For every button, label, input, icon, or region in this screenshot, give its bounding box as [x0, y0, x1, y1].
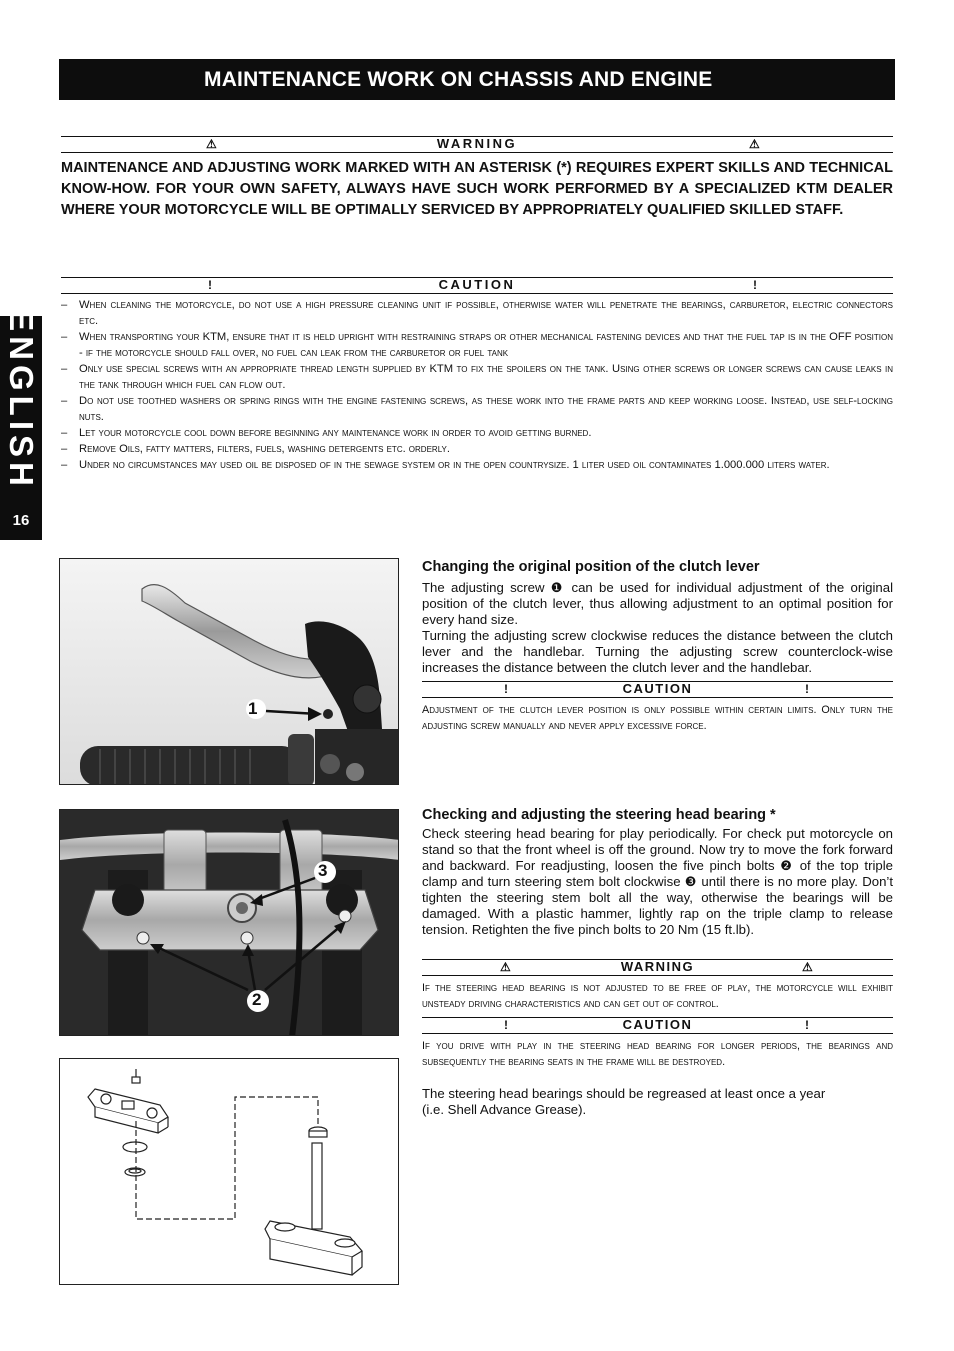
- warning-label: WARNING: [436, 136, 518, 151]
- callout-1: 1: [248, 699, 258, 718]
- exclamation-icon: !: [504, 682, 508, 696]
- list-item: – When transporting your KTM, ensure that it is held upright with restraining straps or other mechanical fastening devices and that the fuel tap is in the OFF position - if the motorcycle should fall over, no fuel can leak from the carburetor or fuel tank: [61, 331, 893, 359]
- steering-head-photo: [59, 809, 399, 1036]
- grease-note: [422, 1086, 893, 1118]
- steering-warning-text: If the steering head bearing is not adjusted to be free of play, the motorcycle will exhibit unsteady driving characteristics and can get out of control.: [422, 982, 893, 1010]
- warning-triangle-icon: ⚠: [500, 960, 511, 974]
- exclamation-icon: !: [504, 1018, 508, 1032]
- list-item: – Only use special screws with an appropriate thread length supplied by KTM to fix the spoilers on the tank. Using other screws or longer screws can cause leaks in the tank through which fuel can flow out.: [61, 363, 893, 391]
- clutch-caution-header: [422, 681, 893, 698]
- exclamation-icon: !: [753, 278, 757, 292]
- clutch-lever-photo: [59, 558, 399, 785]
- grease-note-line-2: (i.e. Shell Advance Grease).: [422, 1102, 587, 1117]
- steering-warning-header: [422, 959, 893, 976]
- caution-label: CAUTION: [622, 681, 693, 696]
- caution-item-text: Do not use toothed washers or spring rings with the engine fastening screws, as these work into the frame parts and keep working loose. Instead, use self-locking nuts.: [79, 395, 893, 423]
- clutch-caution-text: Adjustment of the clutch lever position is only possible within certain limits. Only turn the adjusting screw manually and never apply excessive force.: [422, 704, 893, 732]
- steering-paragraph: Check steering head bearing for play periodically. For check put motorcycle on stand so that the front wheel is off the ground. Now try to move the fork forward and backward. For readjusting, loosen the five pinch bolts ❷ of the top triple clamp and turn steering stem bolt clockwise ❸ until there is no more play. Don’t tighten the steering stem bolt all the way, otherwise the bearings will be damaged. With a plastic hammer, lightly rap on the triple clamp to release tension. Retighten the five pinch bolts to 20 Nm (15 ft.lb).: [422, 826, 893, 937]
- caution-list: [61, 297, 893, 473]
- warning-triangle-icon: ⚠: [802, 960, 813, 974]
- language-label: ENGLISH: [3, 309, 40, 491]
- caution-item-text: Let your motorcycle cool down before beginning any maintenance work in order to avoid getting burned.: [79, 427, 592, 439]
- caution-item-text: When transporting your KTM, ensure that it is held upright with restraining straps or other mechanical fastening devices and that the fuel tap is in the OFF position - if the motorcycle should fall over, no fuel can leak from the carburetor or fuel tank: [79, 331, 893, 359]
- caution-item-text: Under no circumstances may used oil be disposed of in the sewage system or in the open countrysize. 1 liter used oil contaminates 1.000.000 liters water.: [79, 459, 830, 471]
- warning-header: [61, 136, 893, 153]
- exclamation-icon: !: [805, 1018, 809, 1032]
- clutch-section-text: [422, 580, 893, 676]
- callout-2: 2: [252, 990, 262, 1009]
- caution-header: [61, 277, 893, 294]
- clutch-paragraph-1: The adjusting screw ❶ can be used for individual adjustment of the original position of the clutch lever, thus allowing adjustment to an optimal position for every hand size.: [422, 580, 893, 627]
- list-item: – Under no circumstances may used oil be disposed of in the sewage system or in the open countrysize. 1 liter used oil contaminates 1.000.000 liters water.: [61, 459, 830, 471]
- exclamation-icon: !: [208, 278, 212, 292]
- steering-caution-header: [422, 1017, 893, 1034]
- language-side-tab: [0, 309, 42, 540]
- steering-section-title: Checking and adjusting the steering head bearing *: [422, 807, 776, 823]
- list-item: – Let your motorcycle cool down before beginning any maintenance work in order to avoid getting burned.: [61, 427, 592, 439]
- callout-3: 3: [318, 861, 328, 880]
- list-item: – Do not use toothed washers or spring rings with the engine fastening screws, as these work into the frame parts and keep working loose. Instead, use self-locking nuts.: [61, 395, 893, 423]
- caution-label: CAUTION: [438, 277, 516, 292]
- caution-item-text: Only use special screws with an appropriate thread length supplied by KTM to fix the spoilers on the tank. Using other screws or longer screws can cause leaks in the tank through which fuel can flow out.: [79, 363, 893, 391]
- page-title: MAINTENANCE WORK ON CHASSIS AND ENGINE: [59, 59, 895, 100]
- clutch-section-title: Changing the original position of the clutch lever: [422, 559, 760, 575]
- bearing-exploded-diagram: [59, 1058, 399, 1285]
- warning-triangle-icon: ⚠: [206, 137, 217, 151]
- list-item: – Remove Oils, fatty matters, filters, fuels, washing detergents etc. orderly.: [61, 443, 450, 455]
- warning-label: WARNING: [620, 959, 695, 974]
- grease-note-line-1: The steering head bearings should be regreased at least once a year: [422, 1086, 826, 1101]
- caution-item-text: Remove Oils, fatty matters, filters, fuels, washing detergents etc. orderly.: [79, 443, 450, 455]
- clutch-paragraph-2: Turning the adjusting screw clockwise reduces the distance between the clutch lever and the handlebar. Turning the adjusting screw counterclock-wise increases the distance between the clutch lever and the handlebar.: [422, 628, 893, 675]
- steering-caution-text: If you drive with play in the steering head bearing for longer periods, the bearings and subsequently the bearing seats in the frame will be destroyed.: [422, 1040, 893, 1068]
- page-number: 16: [12, 512, 30, 529]
- exclamation-icon: !: [805, 682, 809, 696]
- caution-label: CAUTION: [622, 1017, 693, 1032]
- caution-item-text: When cleaning the motorcycle, do not use a high pressure cleaning unit if possible, otherwise water will penetrate the bearings, carburetor, electric connectors etc.: [79, 299, 893, 327]
- warning-text: MAINTENANCE AND ADJUSTING WORK MARKED WITH AN ASTERISK (*) REQUIRES EXPERT SKILLS AND TECHNICAL KNOW-HOW. FOR YOUR OWN SAFETY, ALWAYS HAVE SUCH WORK PERFORMED BY A SPECIALIZED KTM DEALER WHERE YOUR MOTORCYCLE WILL BE OPTIMALLY SERVICED BY APPROPRIATELY QUALIFIED SKILLED STAFF.: [61, 160, 893, 218]
- warning-triangle-icon: ⚠: [749, 137, 760, 151]
- list-item: – When cleaning the motorcycle, do not use a high pressure cleaning unit if possible, otherwise water will penetrate the bearings, carburetor, electric connectors etc.: [61, 299, 893, 327]
